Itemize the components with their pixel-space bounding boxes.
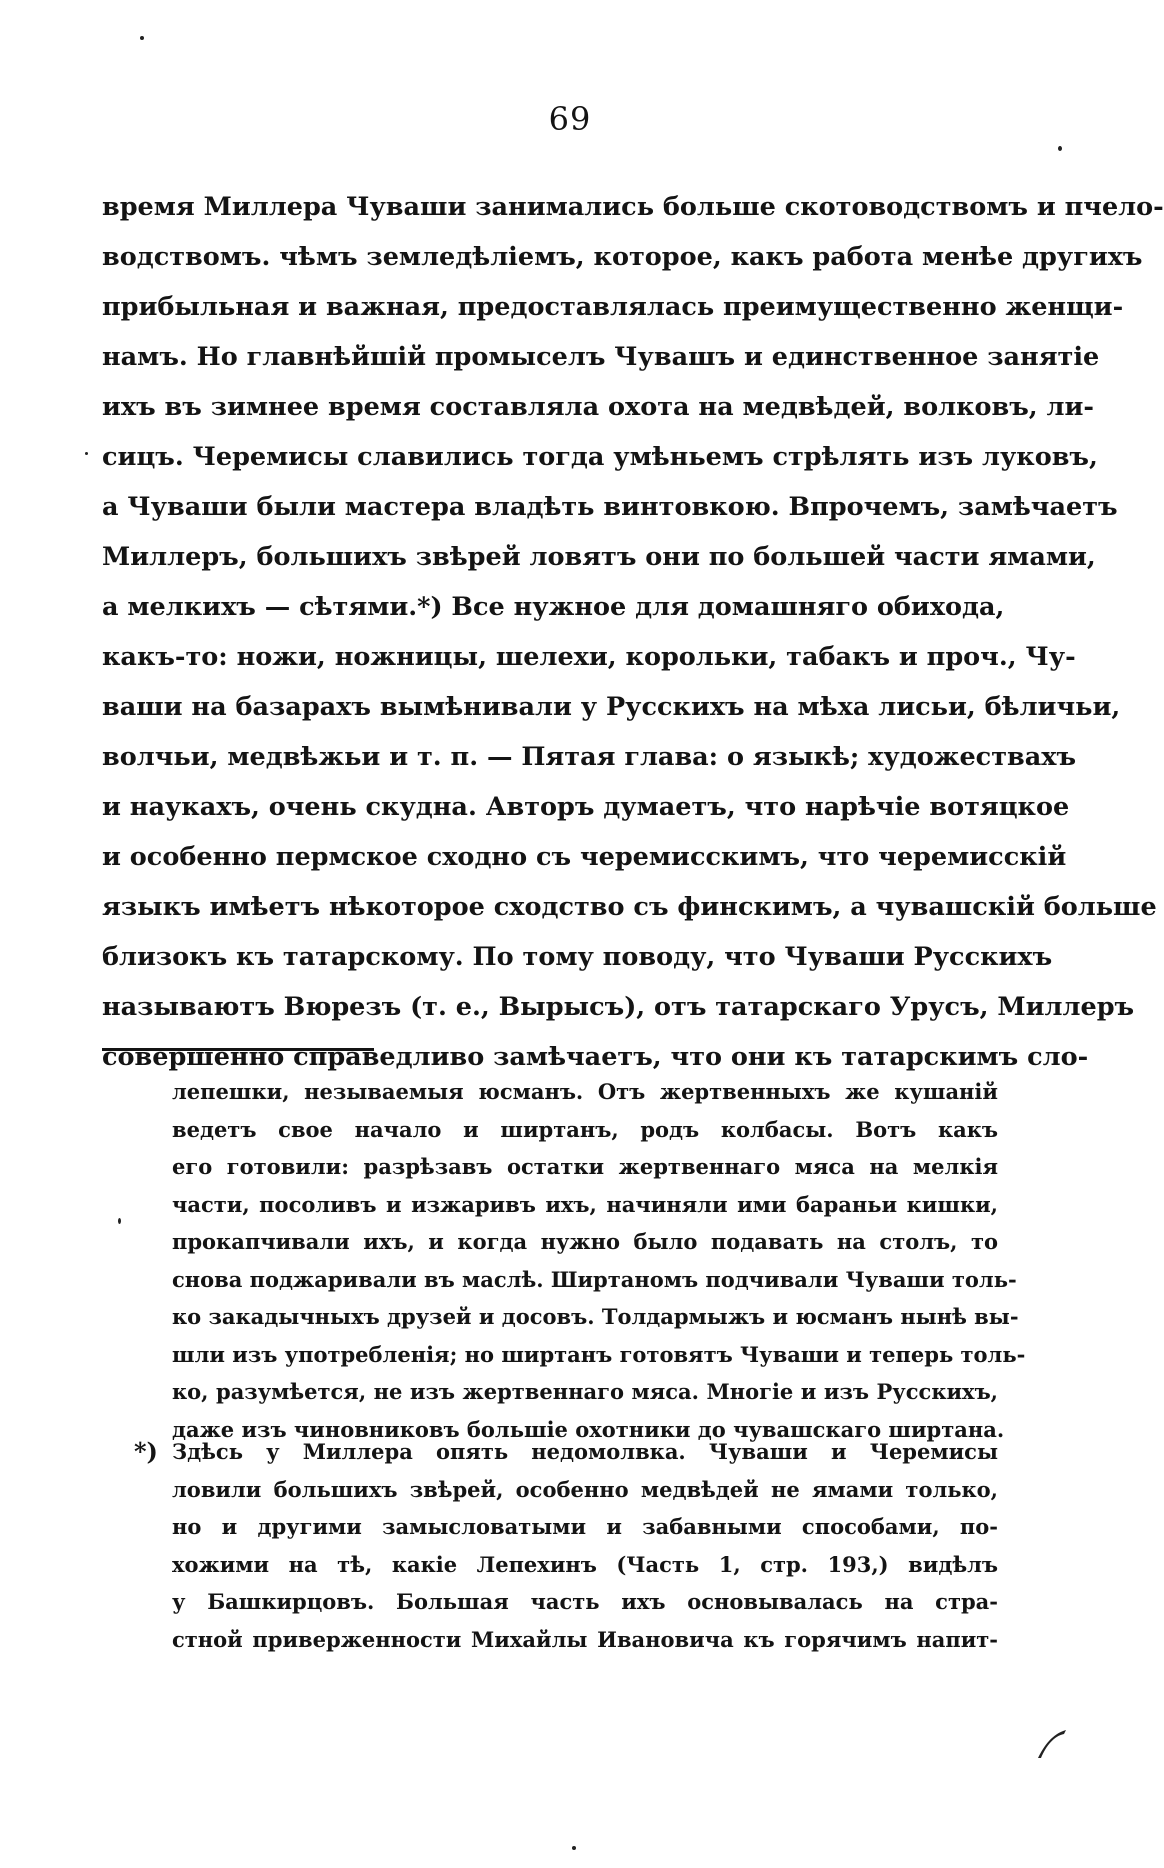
body-line: ихъ въ зимнее время составляла охота на медвѣдей, волковъ, ли- <box>102 392 1095 422</box>
footnote-line: даже изъ чиновниковъ большіе охотники до чувашскаго ширтана. <box>172 1416 1005 1442</box>
body-line: и особенно пермское сходно съ черемисскимъ, что черемисскій <box>102 842 1067 872</box>
footnote-marker: *) <box>134 1437 158 1466</box>
footnote-line: шли изъ употребленія; но ширтанъ готовятъ Чуваши и теперь толь- <box>172 1341 1026 1367</box>
body-line: сицъ. Черемисы славились тогда умѣньемъ стрѣлять изъ луковъ, <box>102 442 1098 472</box>
body-line: Миллеръ, большихъ звѣрей ловятъ они по большей части ямами, <box>102 542 1096 572</box>
body-line: водствомъ. чѣмъ земледѣліемъ, которое, какъ работа менѣе другихъ <box>102 242 1143 272</box>
body-line: называютъ Вюрезъ (т. е., Вырысъ), отъ татарскаго Урусъ, Миллеръ <box>102 992 1135 1022</box>
footnote-line: ведетъ свое начало и ширтанъ, родъ колбасы. Вотъ какъ <box>172 1116 998 1142</box>
body-line: какъ-то: ножи, ножницы, шелехи, корольки, табакъ и проч., Чу- <box>102 642 1076 672</box>
footnote-continuation <box>172 1073 1026 1448</box>
scan-speck <box>140 36 144 40</box>
body-line: волчьи, медвѣжьи и т. п. — Пятая глава: о языкѣ; художествахъ <box>102 742 1077 772</box>
body-line: ваши на базарахъ вымѣнивали у Русскихъ на мѣха лисьи, бѣличьи, <box>102 692 1121 722</box>
body-line: намъ. Но главнѣйшій промыселъ Чувашъ и единственное занятіе <box>102 342 1100 372</box>
footnote-line: ко, разумѣется, не изъ жертвеннаго мяса. Многіе и изъ Русскихъ, <box>172 1379 998 1404</box>
body-line: прибыльная и важная, предоставлялась преимущественно женщи- <box>102 292 1124 322</box>
footnote-line: лепешки, незываемыя юсманъ. Отъ жертвенныхъ же кушаній <box>172 1079 998 1104</box>
scan-speck <box>1058 146 1062 151</box>
footnote-note-line: хожими на тѣ, какіе Лепехинъ (Часть 1, стр. 193,) видѣлъ <box>172 1551 998 1577</box>
footnote-line: его готовили: разрѣзавъ остатки жертвеннаго мяса на мелкія <box>172 1154 998 1179</box>
footnote-note-line: но и другими замысловатыми и забавными способами, по- <box>172 1514 998 1539</box>
footnote-line: снова поджаривали въ маслѣ. Ширтаномъ подчивали Чуваши толь- <box>172 1266 1017 1292</box>
body-line: совершенно справедливо замѣчаетъ, что они къ татарскимъ сло- <box>102 1042 1089 1072</box>
footnote-note-line: стной приверженности Михайлы Ивановича къ горячимъ напит- <box>172 1626 998 1652</box>
footnote-note-line: у Башкирцовъ. Большая часть ихъ основывалась на стра- <box>172 1589 998 1614</box>
footnote-separator-rule <box>102 1048 374 1051</box>
body-line: близокъ къ татарскому. По тому поводу, что Чуваши Русскихъ <box>102 942 1053 972</box>
body-line: а Чуваши были мастера владѣть винтовкою. Впрочемъ, замѣчаетъ <box>102 492 1118 522</box>
footnote-note <box>172 1433 998 1658</box>
body-line: время Миллера Чуваши занимались больше скотоводствомъ и пчело- <box>102 192 1164 222</box>
body-text <box>102 182 1164 1082</box>
body-line: языкъ имѣетъ нѣкоторое сходство съ финскимъ, а чувашскій больше <box>102 892 1157 922</box>
footnote-note-line: Здѣсь у Миллера опять недомолвка. Чуваши и Черемисы <box>172 1439 998 1464</box>
body-line: а мелкихъ — сѣтями.*) Все нужное для домашняго обихода, <box>102 592 1005 622</box>
footnote-line: ко закадычныхъ друзей и досовъ. Толдармыжъ и юсманъ нынѣ вы- <box>172 1304 1019 1329</box>
scan-speck <box>118 1218 121 1224</box>
body-line: и наукахъ, очень скудна. Авторъ думаетъ, что нарѣчіе вотяцкое <box>102 792 1070 822</box>
footnote-line: прокапчивали ихъ, и когда нужно было подавать на столъ, то <box>172 1229 998 1254</box>
scan-speck <box>572 1846 576 1850</box>
footnote-note-line: ловили большихъ звѣрей, особенно медвѣдей не ямами только, <box>172 1476 998 1502</box>
pen-mark <box>1034 1724 1070 1760</box>
footnote-line: части, посоливъ и изжаривъ ихъ, начиняли ими бараньи кишки, <box>172 1191 998 1217</box>
page-number: 69 <box>548 100 592 138</box>
scan-speck <box>85 452 88 455</box>
